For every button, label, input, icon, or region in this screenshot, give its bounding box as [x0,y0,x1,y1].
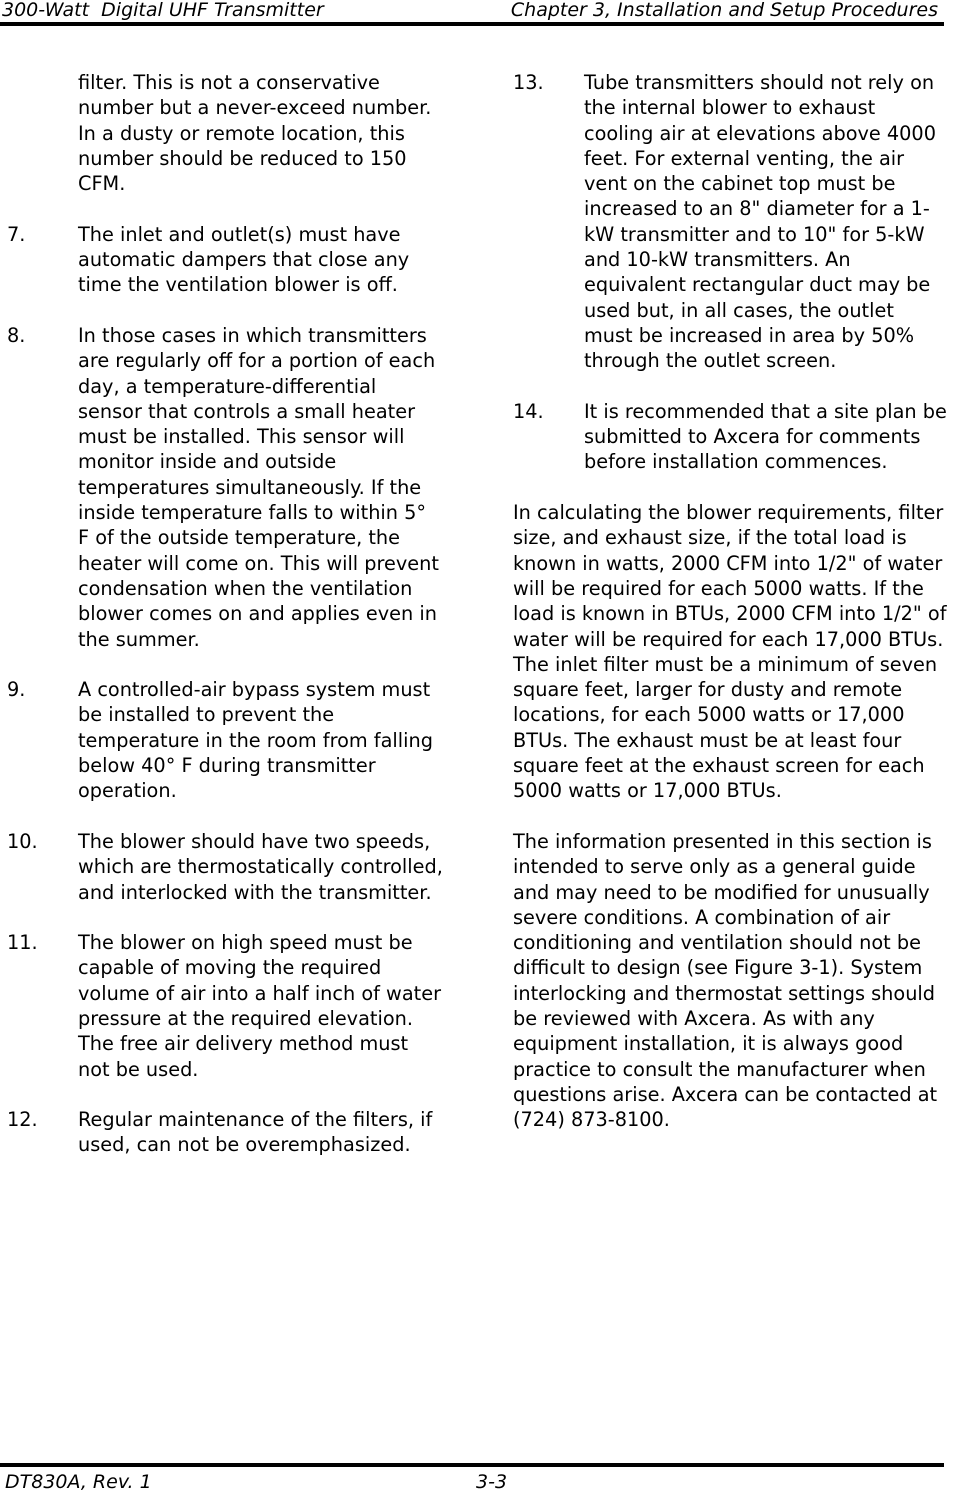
list-item [7,222,443,298]
item-text: The inlet and outlet(s) must have automatic dampers that close any time the ventilation blower is off. [78,222,410,297]
list-item [7,1107,443,1158]
list-item [7,677,443,803]
item-number: 10. [7,829,38,853]
page-number: 3-3 [476,1471,508,1493]
item-text: Tube transmitters should not rely on the internal blower to exhaust cooling air at elevations above 4000 feet. For external venting, the air vent on the cabinet top must be increased to an 8" diameter for a 1-kW transmitter and to 10" for 5-kW and 10-kW transmitters. An equivalent rectangular duct may be used but, in all cases, the outlet must be increased in area by 50% through the outlet screen. [584,71,936,373]
header-rule [0,22,944,26]
footer-document-number: DT830A, Rev. 1 [5,1471,152,1493]
left-column [7,70,443,1183]
item-text: In those cases in which transmitters are regularly off for a portion of each day, a temperature-differential sensor that controls a small heater must be installed. This sensor will monitor inside and outside temperatures simultaneously. If the inside temperature falls to within 5° F of the outside temperature, the heater will come on. This will prevent condensation when the ventilation blower comes on and applies even in the summer. [78,323,439,651]
page-header [0,0,960,22]
list-item [7,930,443,1082]
right-column [513,70,947,1158]
item-number: 12. [7,1108,38,1132]
item-text: It is recommended that a site plan be submitted to Axcera for comments before installation commences. [584,399,947,474]
list-item [7,323,443,652]
header-chapter-title: Chapter 3, Installation and Setup Procedures [510,0,938,21]
list-item [7,829,443,905]
body-paragraph: The information presented in this section is intended to serve only as a general guide and may need to be modified for unusually severe conditions. A combination of air conditioning and ventilation should not be difficult to design (see Figure 3-1). System interlocking and thermostat settings should be reviewed with Axcera. As with any equipment installation, it is always good practice to consult the manufacturer when questions arise. Axcera can be contacted at (724) 873-8100. [513,829,938,1132]
list-item [513,70,947,374]
item-text: A controlled-air bypass system must be installed to prevent the temperature in the room from falling below 40° F during transmitter operation. [78,678,433,803]
item-number: 8. [7,323,26,347]
header-document-title: 300-Watt Digital UHF Transmitter [2,0,324,21]
continued-paragraph: filter. This is not a conservative number but a never-exceed number. In a dusty or remote location, this number should be reduced to 150 CFM. [78,71,432,196]
list-item [513,399,947,475]
item-number: 7. [7,222,26,246]
footer-rule [0,1463,944,1467]
body-paragraph: In calculating the blower requirements, filter size, and exhaust size, if the total load is known in watts, 2000 CFM into 1/2" of water will be required for each 5000 watts. If the load is known in BTUs, 2000 CFM into 1/2" of water will be required for each 17,000 BTUs. The inlet filter must be a minimum of seven square feet, larger for dusty and remote locations, for each 5000 watts or 17,000 BTUs. The exhaust must be at least four square feet at the exhaust screen for each 5000 watts or 17,000 BTUs. [513,501,947,803]
item-number: 11. [7,931,38,955]
item-text: The blower should have two speeds, which are thermostatically controlled, and interlocked with the transmitter. [78,829,443,904]
item-number: 13. [513,71,544,94]
item-number: 14. [513,399,544,423]
item-text: The blower on high speed must be capable of moving the required volume of air into a half inch of water pressure at the required elevation. The free air delivery method must not be used. [78,931,441,1081]
item-number: 9. [7,678,26,702]
item-text: Regular maintenance of the filters, if used, can not be overemphasized. [78,1108,433,1157]
